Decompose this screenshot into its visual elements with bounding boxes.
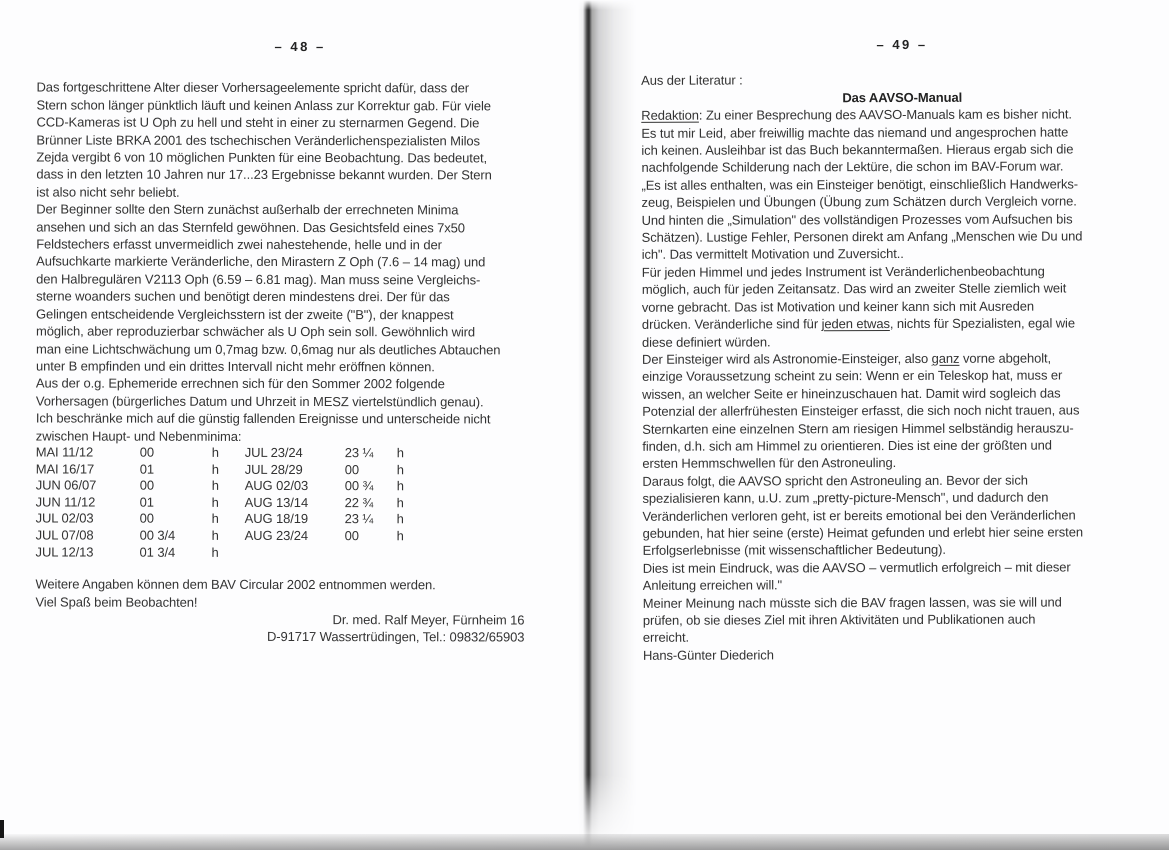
paragraph-49-4: [642, 349, 1164, 472]
ephemeris-row: [36, 527, 242, 544]
page-gutter-shadow: [578, 0, 640, 850]
eph-unit: h: [396, 528, 404, 544]
eph-unit: h: [211, 444, 219, 460]
eph-time: 01: [139, 494, 154, 510]
note-bav-circular: Weitere Angaben können dem BAV Circular 2002 entnommen werden.: [35, 576, 436, 593]
paragraph-49-7: Meiner Meinung nach müsste sich die BAV fragen lassen, was sie will und prüfen, ob sie dieses Ziel mit ihren Aktivitäten und Publikationen auch erreicht.: [642, 594, 1062, 646]
eph-date: MAI 16/17: [35, 460, 95, 477]
eph-unit: h: [211, 544, 219, 560]
eph-unit: h: [211, 477, 219, 493]
eph-unit: h: [396, 445, 404, 461]
text-segment: Der Einsteiger wird als Astronomie-Einsteiger, also: [642, 350, 932, 367]
eph-date: JUL 23/24: [244, 444, 303, 460]
text-segment: , nichts für Spezialisten, egal wie diese definiert würden.: [641, 315, 1075, 350]
ephemeris-column-left: [36, 444, 242, 561]
paragraph-49-1: [641, 105, 1163, 176]
eph-time: 22 ¾: [344, 494, 374, 510]
eph-time: 00: [139, 444, 155, 460]
paragraph-48-1: Das fortgeschrittene Alter dieser Vorhersageelemente spricht dafür, dass der Stern schon länger pünktlich läuft und keinen Anlass zur Korrektur gab. Für viele CCD-Kameras ist U Oph zu hell und steht in einer zu sternarmen Gegend. Die Brünner Liste BRKA 2001 des tschechischen Veränderlichenspezialisten Milos Zejda vergibt 6 von 10 möglichen Punkten für eine Beobachtung. Das bedeutet, dass in den letzten 10 Jahren nur 17...23 Ergebnisse bekannt wurden. Der Stern ist also nicht sehr beliebt.: [36, 79, 492, 200]
eph-time: 00: [344, 528, 359, 544]
eph-unit: h: [396, 478, 404, 494]
eph-date: JUL 12/13: [35, 543, 94, 560]
page-48: [35, 37, 563, 646]
paragraph-48-2: Der Beginner sollte den Stern zunächst außerhalb der errechneten Minima ansehen und sich an das Sternfeld gewöhnen. Das Gesichtsfeld eines 7x50 Feldstechers erfasst unvermeidlich zwei nahestehende, helle und in der Aufsuchkarte markierte Veränderliche, den Mirastern Z Oph (7.6 – 14 mag) und den Halbregulären V2113 Oph (6.59 – 6.81 mag). Man muss seine Vergleichs- sterne woanders suchen und benötigt deren mindestens drei. Der für das Gelingen entscheidende Vergleichsstern ist der zweite ("B"), der knappest möglich, aber reproduzierbar schwächer als U Oph sein soll. Gewöhnlich wird man eine Lichtschwächung um 0,7mag bzw. 0,6mag nur als deutliches Abtauchen unter B empfinden und ein drittes Intervall nicht mehr eröffnen können.: [35, 201, 501, 375]
eph-date: JUN 06/07: [35, 477, 97, 493]
text-segment: vorne abgeholt, einzige Voraussetzung scheint zu sein: Wenn er ein Teleskop hat, muss er wissen, an welcher Seite er hineinzuschauen hat. Damit wird sogleich das Potenzial der allerfrühesten Einsteiger erfasst, die sich noch nicht trauen, aus Sternkarten eine einzelnen Stern am riesigen Himmel selbständig herauszu- finden, d.h. sich am Himmel zu orientieren. Dies ist eine der größten und ersten Hemmschwellen für den Astroneuling.: [642, 350, 1080, 472]
signature-name: Dr. med. Ralf Meyer, Fürnheim 16: [332, 611, 525, 628]
ephemeris-row: [245, 511, 427, 528]
paragraph-49-6: Dies ist mein Eindruck, was die AAVSO – vermutlich erfolgreich – mit dieser Anleitung erreichen will.": [642, 559, 1071, 594]
closing-line: Viel Spaß beim Beobachten!: [35, 593, 198, 610]
ephemeris-row: [36, 478, 242, 495]
scan-edge-artifact: [0, 820, 4, 838]
eph-date: JUN 11/12: [35, 494, 96, 510]
paragraph-49-3: [642, 262, 1164, 351]
underlined-text: Redaktion: [641, 107, 699, 124]
article-title: Das AAVSO-Manual: [842, 89, 963, 106]
eph-date: AUG 02/03: [244, 478, 309, 494]
eph-time: 00: [344, 461, 360, 477]
eph-date: JUL 28/29: [244, 461, 303, 477]
eph-date: JUL 07/08: [35, 527, 94, 543]
ephemeris-row: [245, 528, 427, 545]
eph-time: 23 ¼: [344, 445, 374, 461]
section-label: Aus der Literatur :: [641, 72, 743, 89]
page-49: [641, 35, 1165, 664]
ephemeris-row: [245, 478, 427, 495]
eph-unit: h: [396, 494, 404, 510]
eph-unit: h: [211, 527, 219, 543]
paragraph-49-2: „Es ist alles enthalten, was ein Einsteiger benötigt, einschließlich Handwerks- zeug, Beispielen und Übungen (Übung zum Schätzen durch Vergleich vorne. Und hinten die „Simulation" des vollständigen Prozesses vom Aufsuchen bis Schätzen). Lustige Fehler, Personen direkt am Anfang „Menschen wie Du und ich". Das vermittelt Motivation und Zuversicht..: [641, 176, 1083, 263]
eph-time: 23 ¼: [344, 511, 374, 527]
eph-time: 00 3/4: [139, 527, 176, 543]
ephemeris-row: [36, 494, 242, 511]
signature-block: [35, 610, 562, 646]
eph-unit: h: [211, 511, 219, 527]
paragraph-48-3: Aus der o.g. Ephemeride errechnen sich für den Sommer 2002 folgende Vorhersagen (bürgerliches Datum und Uhrzeit in MESZ viertelstündlich genau). Ich beschränke mich auf die günstig fallenden Ereignisse und unterscheide nicht zwischen Haupt- und Nebenminima:: [35, 375, 491, 444]
eph-unit: h: [211, 461, 219, 477]
text-segment: Für jeden Himmel und jedes Instrument ist Veränderlichenbeobachtung möglich, auch für jeden Zeitansatz. Das wird an zweiter Stelle ziemlich weit vorne gebracht. Das ist Motivation und keiner kann sich mit Ausreden drücken. Veränderliche sind für: [641, 263, 1067, 332]
underlined-text: jeden etwas: [821, 316, 890, 332]
ephemeris-row: [36, 461, 242, 478]
ephemeris-row: [245, 461, 427, 478]
eph-unit: h: [396, 461, 404, 477]
eph-date: AUG 23/24: [244, 527, 309, 543]
underlined-text: ganz: [931, 350, 960, 366]
ephemeris-row: [36, 544, 242, 561]
eph-time: 00: [139, 477, 154, 493]
ephemeris-row: [245, 495, 427, 512]
eph-date: JUL 02/03: [35, 510, 94, 526]
signature-address: D-91717 Wassertrüdingen, Tel.: 09832/65903: [266, 629, 525, 645]
ephemeris-table: [36, 444, 563, 561]
eph-date: AUG 18/19: [244, 511, 309, 527]
ephemeris-row: [245, 445, 427, 462]
eph-unit: h: [211, 494, 219, 510]
eph-unit: h: [396, 511, 404, 527]
page-48-number: – 48 –: [274, 38, 326, 55]
ephemeris-column-right: [245, 445, 427, 562]
eph-time: 01: [139, 461, 155, 477]
page-49-number: – 49 –: [876, 36, 928, 53]
eph-time: 00 ¾: [344, 478, 374, 494]
paragraph-49-5: Daraus folgt, die AAVSO spricht den Astroneuling an. Bevor der sich spezialisieren kann, u.U. zum „pretty-picture-Mensch", und dadurch den Veränderlichen verloren geht, ist er bereits emotional bei den Veränderlichen gebunden, hat hier seine (erste) Heimat gefunden und erlebt hier seine ersten Erfolgserlebnisse (mit wissenschaftlicher Bedeutung).: [642, 472, 1083, 559]
author-name: Hans-Günter Diederich: [642, 647, 774, 663]
ephemeris-row: [36, 444, 242, 461]
scan-bottom-shadow: [0, 834, 1169, 850]
ephemeris-row: [36, 511, 242, 528]
eph-date: AUG 13/14: [244, 494, 309, 510]
eph-date: MAI 11/12: [35, 444, 94, 460]
eph-time: 01 3/4: [139, 544, 176, 560]
text-segment: : Zu einer Besprechung des AAVSO-Manuals kam es bisher nicht. Es tut mir Leid, aber freiwillig machte das niemand und angesprochen hatte ich keinen. Ausleihbar ist das Buch bekanntermaßen. Hieraus ergab sich die nachfolgende Schilderung nach der Lektüre, die schon im BAV-Forum war.: [641, 106, 1074, 176]
eph-time: 00: [139, 510, 154, 527]
